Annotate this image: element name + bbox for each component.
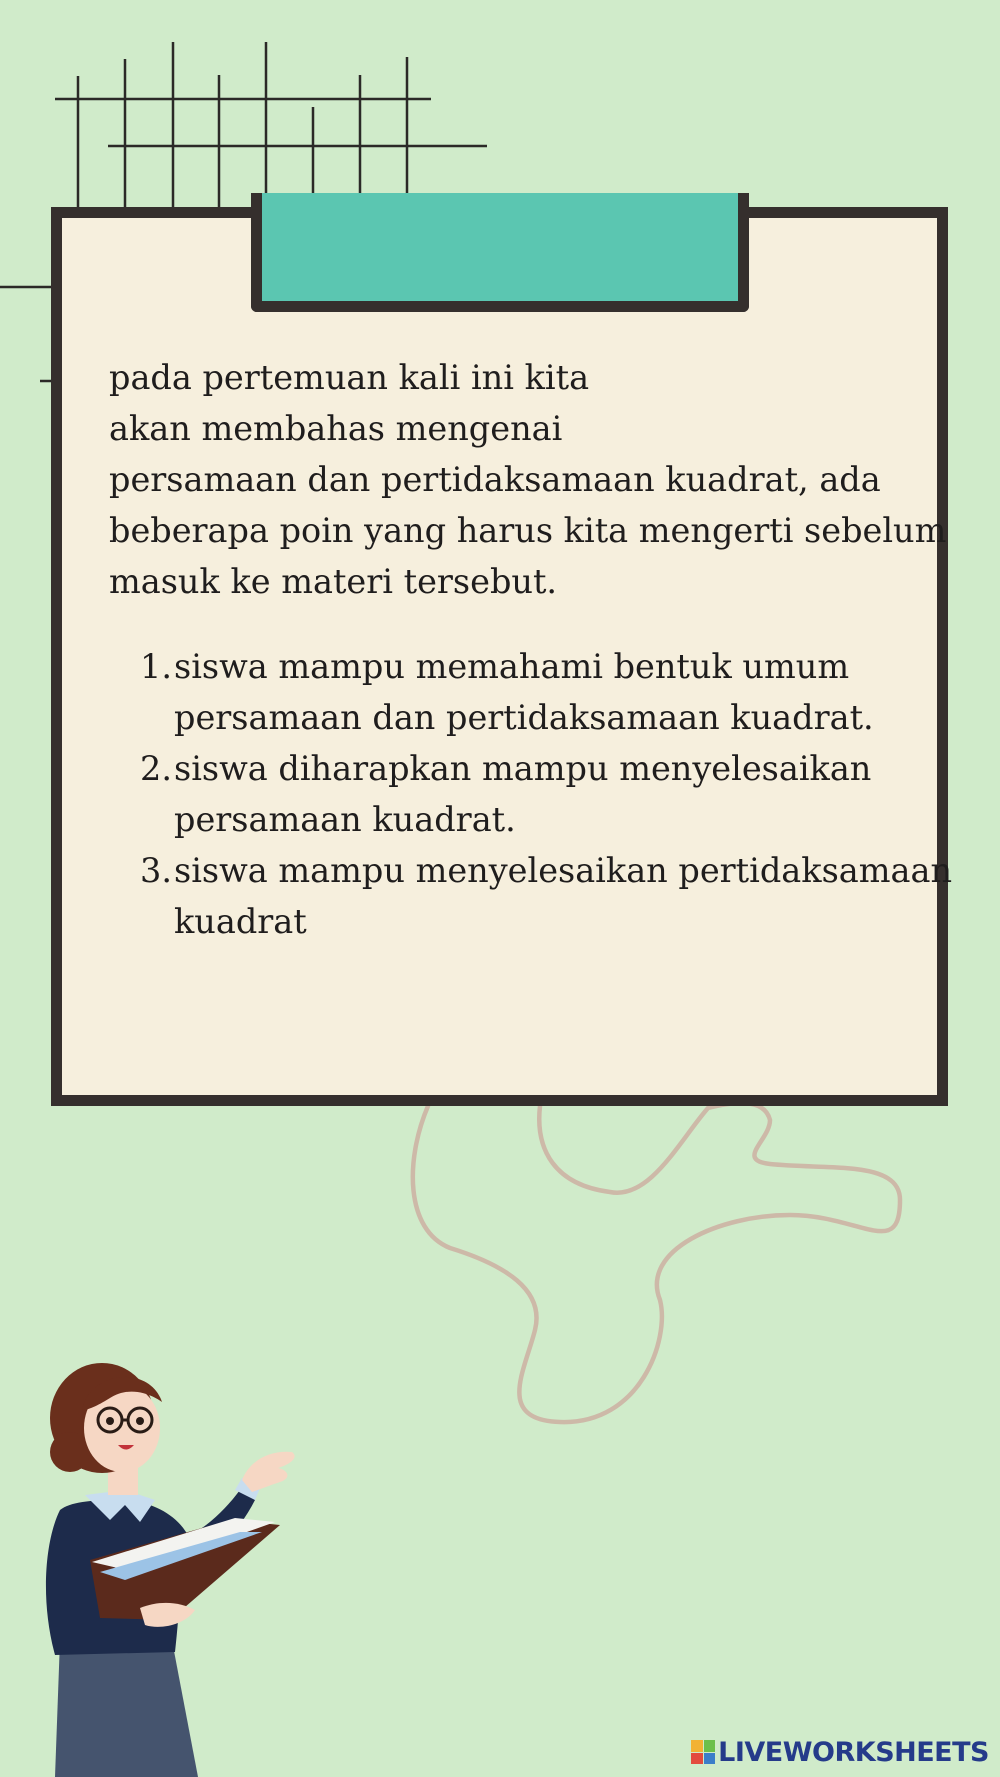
list-item-text: siswa diharapkan mampu menyelesaikan [174,749,872,788]
list-item-text: siswa mampu memahami bentuk umum [174,647,850,686]
list-item [109,743,909,845]
intro-line: akan membahas mengenai [109,409,563,448]
list-item-text: kuadrat [174,902,307,941]
list-item-text: siswa mampu menyelesaikan pertidaksamaan [174,851,953,890]
list-item [109,845,953,947]
logo-text: LIVEWORKSHEETS [718,1736,989,1768]
list-number: 2. [140,749,172,788]
list-number: 1. [140,647,172,686]
intro-line: beberapa poin yang harus kita mengerti sebelum [109,511,947,550]
header-tab [251,193,749,312]
list-item [109,641,909,743]
logo-icon [691,1740,715,1764]
intro-line: persamaan dan pertidaksamaan kuadrat, ada [109,460,881,499]
intro-line: masuk ke materi tersebut. [109,562,558,601]
objectives-list [109,641,953,947]
intro-line: pada pertemuan kali ini kita [109,358,590,397]
list-item-text: persamaan dan pertidaksamaan kuadrat. [174,698,874,737]
list-item-text: persamaan kuadrat. [174,800,516,839]
list-number: 3. [140,851,172,890]
teacher-illustration [30,1340,310,1777]
intro-paragraph [109,352,947,607]
liveworksheets-logo [691,1735,989,1769]
